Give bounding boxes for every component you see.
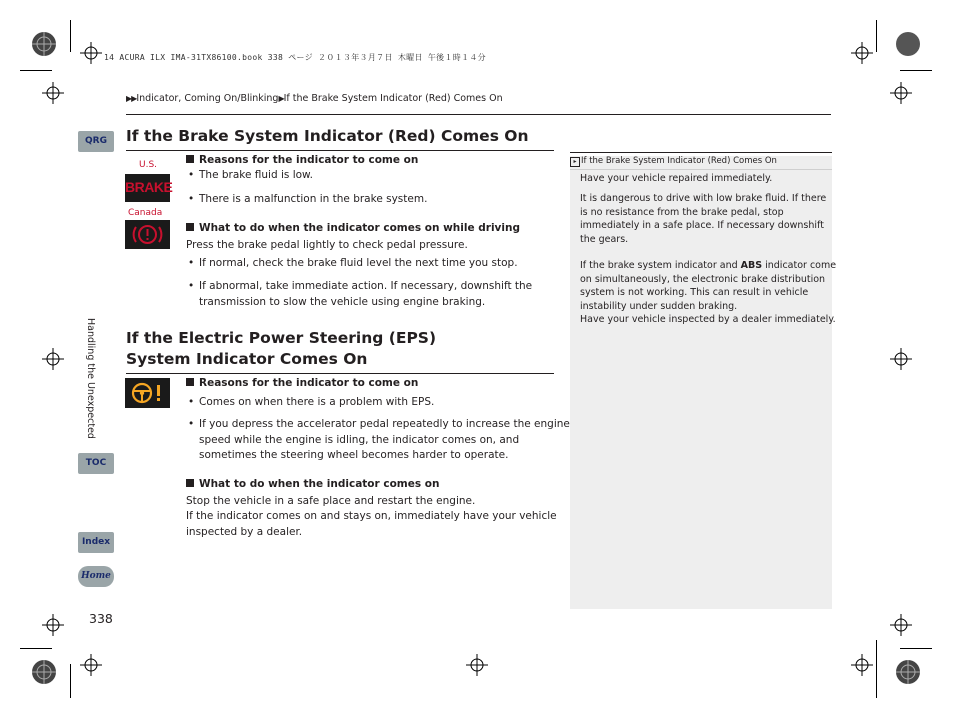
- brake-reasons-heading: Reasons for the indicator to come on: [186, 154, 418, 166]
- section-rule: [126, 150, 554, 151]
- canada-label: Canada: [128, 208, 163, 218]
- registration-target-icon: [894, 658, 922, 686]
- eps-section-title-line1: If the Electric Power Steering (EPS): [126, 329, 437, 347]
- note-arrow-icon: ▸: [570, 157, 580, 167]
- brake-indicator-word: BRAKE: [125, 179, 173, 195]
- side-note-line: Have your vehicle inspected by a dealer immediately.: [580, 314, 836, 325]
- brake-indicator-us-icon: [125, 174, 173, 202]
- crosshair-icon: [890, 348, 912, 370]
- eps-reasons-heading: Reasons for the indicator to come on: [186, 377, 418, 389]
- toc-button[interactable]: TOC: [78, 453, 114, 474]
- chapter-label: Handling the Unexpected: [85, 318, 96, 439]
- side-note-line: If the brake system indicator and ABS indicator come: [580, 260, 837, 271]
- breadcrumb-arrow-icon: ▶▶: [126, 94, 137, 103]
- eps-todo-line: inspected by a dealer.: [186, 526, 303, 538]
- side-note-divider: [570, 169, 832, 170]
- side-note-line: It is dangerous to drive with low brake fluid. If there: [580, 193, 827, 204]
- home-button[interactable]: Home: [78, 566, 114, 587]
- crosshair-icon: [851, 654, 873, 676]
- brake-todo-text: Press the brake pedal lightly to check pedal pressure.: [186, 239, 468, 251]
- side-note-line: instability under sudden braking.: [580, 300, 738, 312]
- side-note-rule: [570, 152, 832, 153]
- qrg-button[interactable]: QRG: [78, 131, 114, 152]
- brake-indicator-canada-icon: [125, 220, 170, 249]
- eps-section-title-line2: System Indicator Comes On: [126, 350, 368, 368]
- crosshair-icon: [80, 654, 102, 676]
- crosshair-icon: [42, 614, 64, 636]
- eps-todo-line: If the indicator comes on and stays on, immediately have your vehicle: [186, 510, 557, 522]
- side-note-line: system is not working. This can result in vehicle: [580, 287, 809, 298]
- breadcrumb: [126, 93, 503, 104]
- breadcrumb-link[interactable]: Indicator, Coming On/Blinking: [136, 93, 279, 104]
- side-note-line: the gears.: [580, 233, 629, 245]
- crosshair-icon: [80, 42, 102, 64]
- page-number: 338: [89, 611, 113, 626]
- side-note-line: immediately in a safe place. If necessary downshift: [580, 220, 824, 231]
- side-note-line: on simultaneously, the electronic brake distribution: [580, 273, 826, 285]
- breadcrumb-arrow-icon: ▶: [278, 94, 284, 103]
- registration-target-icon: [30, 658, 58, 686]
- crosshair-icon: [42, 82, 64, 104]
- eps-indicator-icon: [125, 378, 170, 408]
- breadcrumb-rule: [126, 114, 831, 115]
- crosshair-icon: [42, 348, 64, 370]
- crosshair-icon: [890, 82, 912, 104]
- registration-target-icon: [30, 30, 58, 58]
- print-header: 14 ACURA ILX IMA-31TX86100.book 338 ページ ２０１３年３月７日 木曜日 午後１時１４分: [104, 53, 486, 62]
- brake-todo-heading: What to do when the indicator comes on while driving: [186, 222, 520, 234]
- crosshair-icon: [466, 654, 488, 676]
- side-note-paragraph: Have your vehicle repaired immediately.: [580, 173, 773, 184]
- registration-target-icon: [894, 30, 922, 58]
- us-label: U.S.: [139, 160, 158, 170]
- eps-todo-heading: What to do when the indicator comes on: [186, 478, 439, 490]
- index-button[interactable]: Index: [78, 532, 114, 553]
- brake-section-title: If the Brake System Indicator (Red) Comes On: [126, 127, 529, 145]
- side-note-line: is no resistance from the brake pedal, stop: [580, 206, 784, 218]
- section-rule: [126, 373, 554, 374]
- breadcrumb-current: If the Brake System Indicator (Red) Comes On: [283, 93, 503, 104]
- crosshair-icon: [890, 614, 912, 636]
- eps-todo-line: Stop the vehicle in a safe place and restart the engine.: [186, 495, 476, 507]
- crosshair-icon: [851, 42, 873, 64]
- side-note-title: ▸ If the Brake System Indicator (Red) Comes On: [570, 156, 777, 167]
